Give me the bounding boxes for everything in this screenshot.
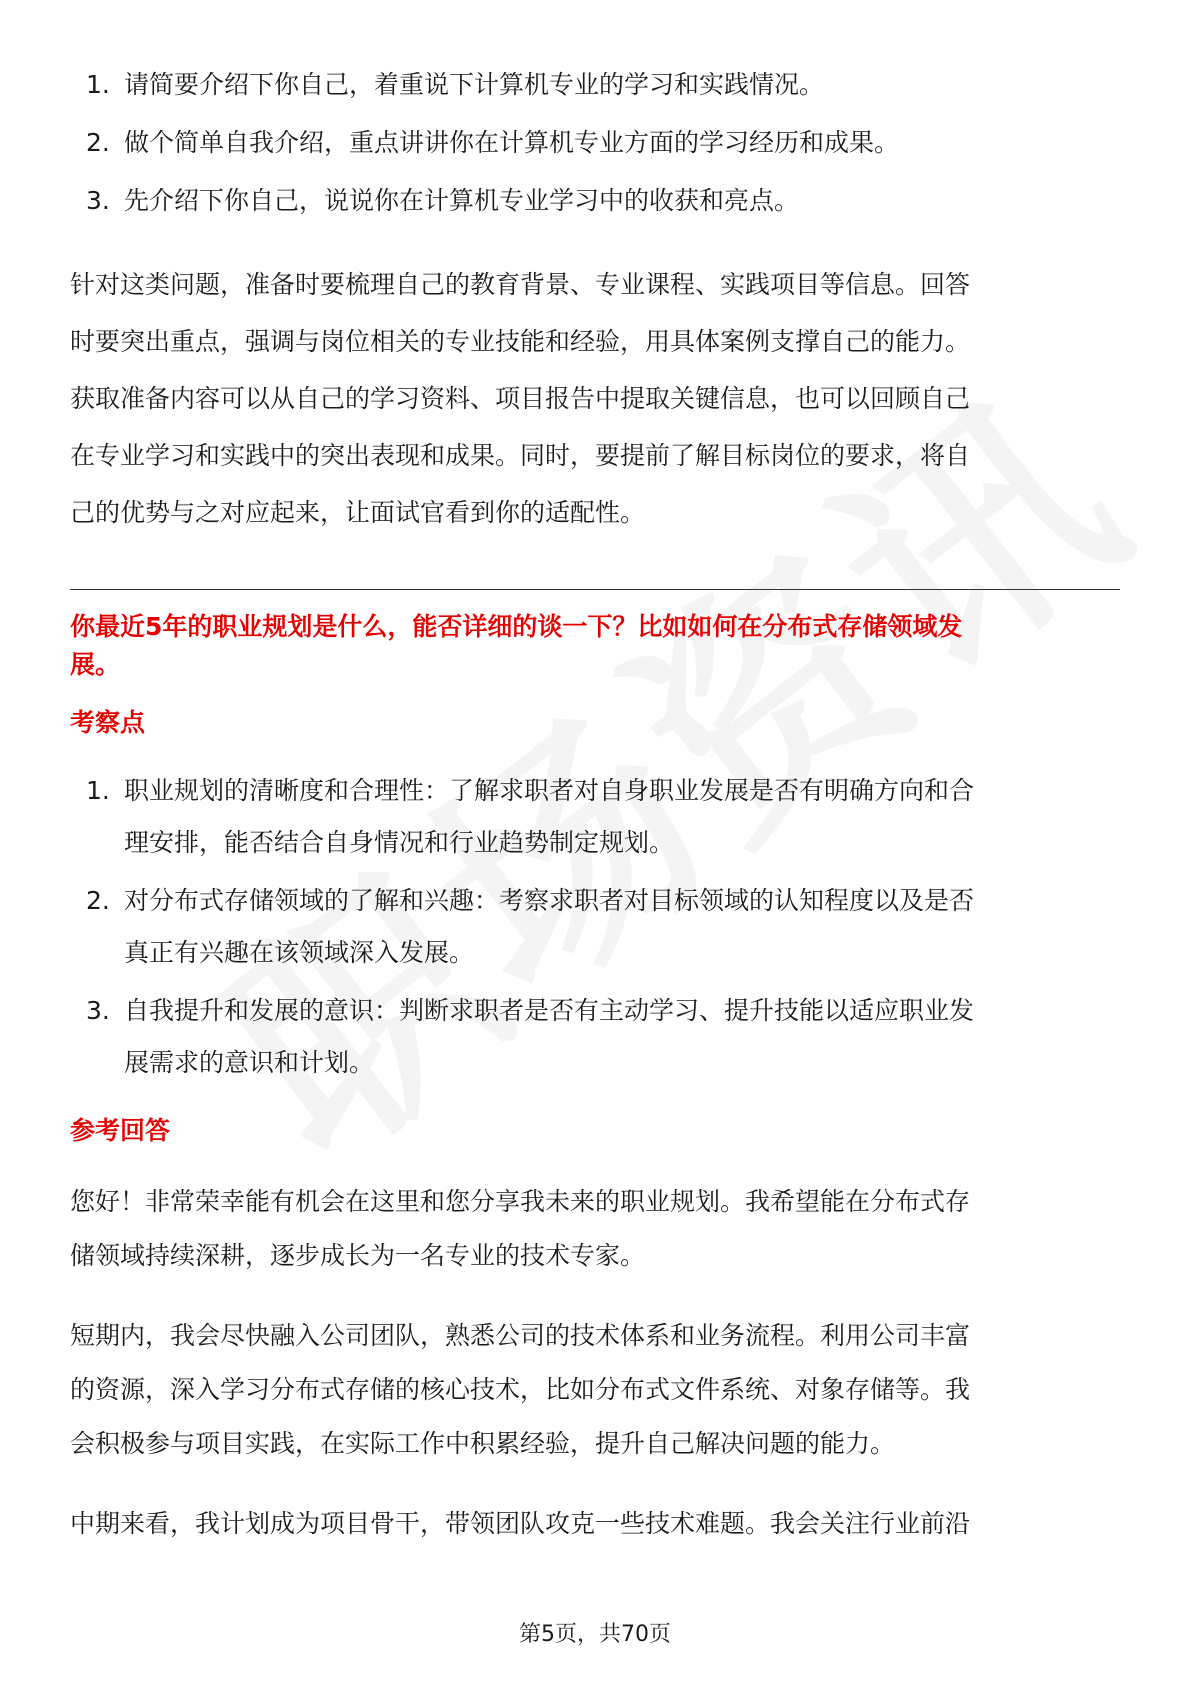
list-item xyxy=(70,765,1120,869)
paragraph-line: 己的优势与之对应起来，让面试官看到你的适配性。 xyxy=(70,498,646,527)
list-number: 2. xyxy=(86,886,110,915)
list-item xyxy=(70,114,1120,172)
question-line: 你最近5年的职业规划是什么，能否详细的谈一下？比如如何在分布式存储领域发 xyxy=(70,612,963,641)
list-number: 3. xyxy=(86,996,110,1025)
paragraph-line: 针对这类问题，准备时要梳理自己的教育背景、专业课程、实践项目等信息。回答 xyxy=(70,270,971,299)
list-item-text: 请简要介绍下你自己，着重说下计算机专业的学习和实践情况。 xyxy=(124,70,825,99)
paragraph-line: 储领域持续深耕，逐步成长为一名专业的技术专家。 xyxy=(70,1241,646,1270)
paragraph-line: 短期内，我会尽快融入公司团队，熟悉公司的技术体系和业务流程。利用公司丰富 xyxy=(70,1321,971,1350)
list-item-line: 对分布式存储领域的了解和兴趣：考察求职者对目标领域的认知程度以及是否 xyxy=(124,886,975,915)
list-item-line: 职业规划的清晰度和合理性：了解求职者对自身职业发展是否有明确方向和合 xyxy=(124,776,975,805)
document-body xyxy=(70,56,1120,1551)
paragraph-line: 会积极参与项目实践，在实际工作中积累经验，提升自己解决问题的能力。 xyxy=(70,1429,896,1458)
list-item-line: 自我提升和发展的意识：判断求职者是否有主动学习、提升技能以适应职业发 xyxy=(124,996,975,1025)
paragraph-line: 获取准备内容可以从自己的学习资料、项目报告中提取关键信息，也可以回顾自己 xyxy=(70,384,971,413)
advice-paragraph xyxy=(70,256,1120,541)
paragraph-line: 在专业学习和实践中的突出表现和成果。同时，要提前了解目标岗位的要求，将自 xyxy=(70,441,971,470)
list-number: 3. xyxy=(86,186,110,215)
paragraph-line: 的资源，深入学习分布式存储的核心技术，比如分布式文件系统、对象存储等。我 xyxy=(70,1375,971,1404)
answer-paragraph-2 xyxy=(70,1309,1120,1471)
list-item xyxy=(70,985,1120,1089)
list-item-line: 理安排，能否结合自身情况和行业趋势制定规划。 xyxy=(124,828,675,857)
list-item-line: 真正有兴趣在该领域深入发展。 xyxy=(124,938,475,967)
page-number: 第5页，共70页 xyxy=(519,1622,671,1647)
section-heading-kaocha: 考察点 xyxy=(70,708,146,737)
list-number: 1. xyxy=(86,70,110,99)
list-number: 1. xyxy=(86,776,110,805)
paragraph-line: 中期来看，我计划成为项目骨干，带领团队攻克一些技术难题。我会关注行业前沿 xyxy=(70,1509,971,1538)
assessment-points-list xyxy=(70,765,1120,1089)
answer-paragraph-3 xyxy=(70,1497,1120,1551)
intro-question-list xyxy=(70,56,1120,230)
list-item-line: 展需求的意识和计划。 xyxy=(124,1048,375,1077)
answer-paragraph-1 xyxy=(70,1175,1120,1283)
list-item-text: 做个简单自我介绍，重点讲讲你在计算机专业方面的学习经历和成果。 xyxy=(124,128,900,157)
list-item xyxy=(70,56,1120,114)
question-line: 展。 xyxy=(70,650,121,679)
question-title xyxy=(70,608,1120,684)
list-item xyxy=(70,875,1120,979)
list-item-text: 先介绍下你自己，说说你在计算机专业学习中的收获和亮点。 xyxy=(124,186,800,215)
list-number: 2. xyxy=(86,128,110,157)
list-item xyxy=(70,172,1120,230)
paragraph-line: 您好！非常荣幸能有机会在这里和您分享我未来的职业规划。我希望能在分布式存 xyxy=(70,1187,971,1216)
paragraph-line: 时要突出重点，强调与岗位相关的专业技能和经验，用具体案例支撑自己的能力。 xyxy=(70,327,971,356)
section-divider xyxy=(70,589,1120,590)
section-heading-answer: 参考回答 xyxy=(70,1116,171,1145)
